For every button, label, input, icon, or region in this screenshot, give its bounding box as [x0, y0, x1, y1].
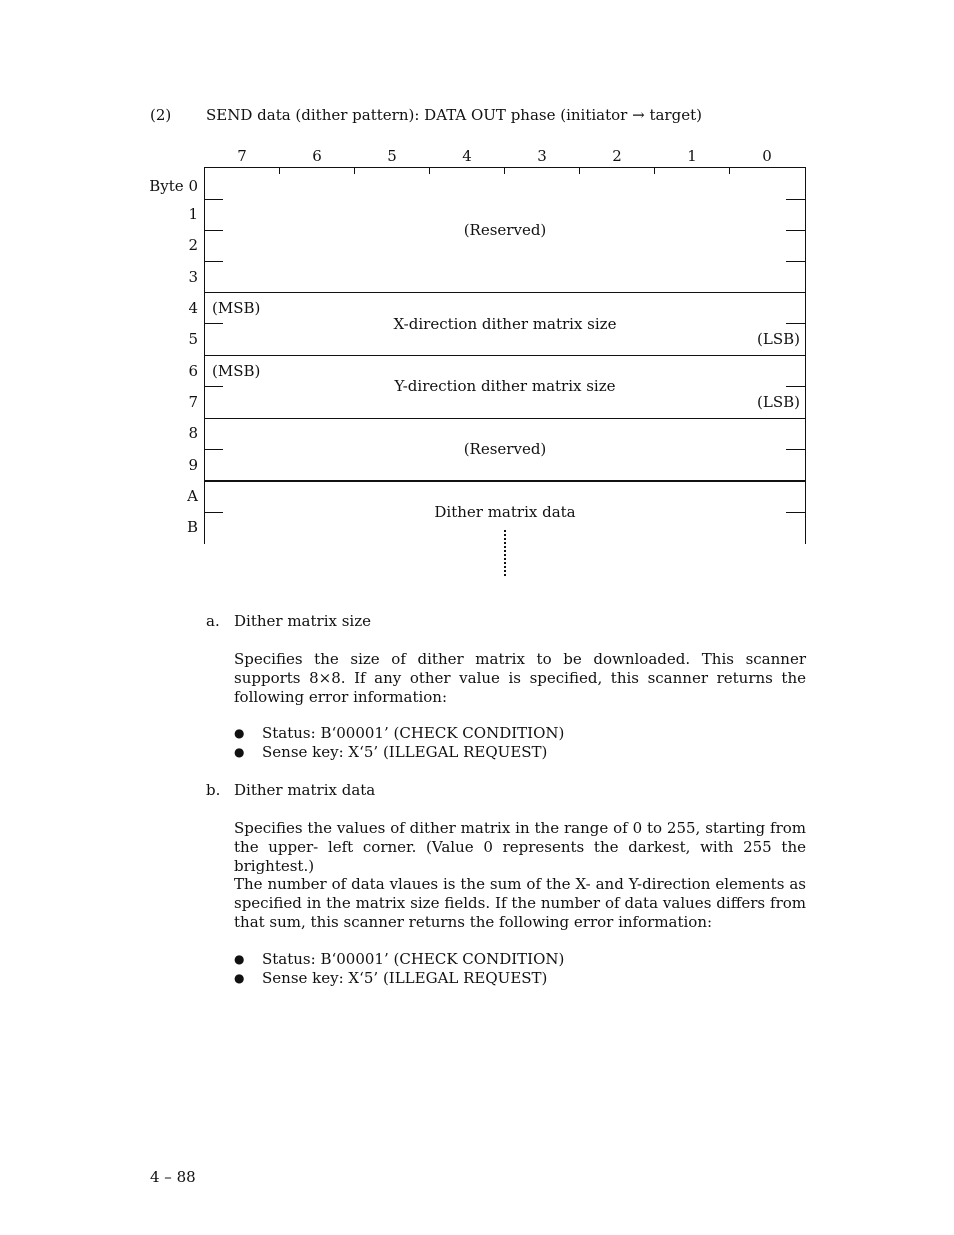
- byte-label-6: 6: [188, 362, 198, 380]
- section-b-label: b.: [206, 781, 221, 799]
- section-a-label: a.: [206, 612, 220, 630]
- section-b-title: Dither matrix data: [234, 781, 376, 799]
- bit-tick: [579, 167, 580, 174]
- field-separator: [204, 480, 806, 482]
- byte-label-0: Byte 0: [149, 177, 198, 195]
- list-item: ● Sense key: X‘5’ (ILLEGAL REQUEST): [234, 969, 564, 988]
- bit-label-6: 6: [312, 147, 322, 165]
- table-top-border: [204, 167, 806, 168]
- field-reserved-0-3: (Reserved): [463, 221, 547, 239]
- byte-label-1: 1: [188, 205, 198, 223]
- section-a-bullet-list: [234, 724, 564, 762]
- list-item: ● Sense key: X‘5’ (ILLEGAL REQUEST): [234, 743, 564, 762]
- section-b-paragraph-2: The number of data vlaues is the sum of the X- and Y-direction elements as specified in the matrix size fields. If the number of data values differs from that sum, this scanner returns the following error information:: [234, 875, 806, 931]
- page-number: 4 – 88: [150, 1168, 196, 1186]
- x-size-lsb-label: (LSB): [757, 330, 800, 348]
- bit-label-7: 7: [237, 147, 247, 165]
- byte-label-9: 9: [188, 456, 198, 474]
- byte-label-a: A: [187, 487, 198, 505]
- field-separator: [204, 418, 806, 419]
- byte-label-5: 5: [188, 330, 198, 348]
- heading-number: (2): [150, 106, 172, 124]
- bit-label-1: 1: [687, 147, 697, 165]
- field-dither-matrix-data: Dither matrix data: [434, 503, 576, 521]
- field-separator: [204, 292, 806, 293]
- bit-tick: [729, 167, 730, 174]
- bit-label-5: 5: [387, 147, 397, 165]
- byte-label-4: 4: [188, 299, 198, 317]
- byte-label-7: 7: [188, 393, 198, 411]
- byte-tick: [205, 199, 223, 200]
- byte-tick: [786, 199, 805, 200]
- section-a-title: Dither matrix size: [234, 612, 371, 630]
- bit-tick: [654, 167, 655, 174]
- y-size-msb-label: (MSB): [212, 362, 261, 380]
- byte-label-b: B: [186, 518, 198, 536]
- x-size-msb-label: (MSB): [212, 299, 261, 317]
- byte-label-3: 3: [188, 268, 198, 286]
- field-separator: [204, 355, 806, 356]
- byte-tick: [205, 261, 223, 262]
- bit-tick: [429, 167, 430, 174]
- section-b-paragraph-1: Specifies the values of dither matrix in the range of 0 to 255, starting from the upper- left corner. (Value 0 represents the darkest, with 255 the brightest.): [234, 819, 806, 875]
- section-b-bullet-list: [234, 950, 564, 988]
- byte-label-2: 2: [188, 236, 198, 254]
- bit-label-3: 3: [537, 147, 547, 165]
- continuation-dots: [504, 530, 506, 576]
- bit-tick: [354, 167, 355, 174]
- byte-label-8: 8: [188, 424, 198, 442]
- field-reserved-8-9: (Reserved): [463, 440, 547, 458]
- field-x-direction-size: X-direction dither matrix size: [393, 315, 617, 333]
- bit-tick: [279, 167, 280, 174]
- bit-label-4: 4: [462, 147, 472, 165]
- field-y-direction-size: Y-direction dither matrix size: [394, 377, 616, 395]
- y-size-lsb-label: (LSB): [757, 393, 800, 411]
- byte-tick: [786, 261, 805, 262]
- heading-text: SEND data (dither pattern): DATA OUT phase (initiator → target): [206, 106, 702, 124]
- list-item: ● Status: B‘00001’ (CHECK CONDITION): [234, 724, 564, 743]
- section-a-paragraph: Specifies the size of dither matrix to be downloaded. This scanner supports 8×8. If any other value is specified, this scanner returns the following error information:: [234, 650, 806, 706]
- bit-label-2: 2: [612, 147, 622, 165]
- list-item: ● Status: B‘00001’ (CHECK CONDITION): [234, 950, 564, 969]
- bit-tick: [504, 167, 505, 174]
- bit-label-0: 0: [762, 147, 772, 165]
